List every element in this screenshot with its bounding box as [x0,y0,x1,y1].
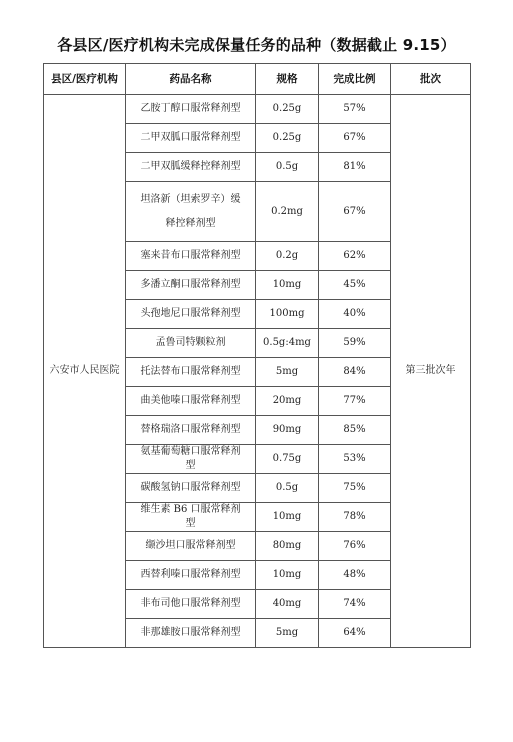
header-spec: 规格 [256,64,319,95]
page-title: 各县区/医疗机构未完成保量任务的品种（数据截止 9.15） [57,36,456,54]
spec-cell: 80mg [256,532,319,561]
completion-ratio-cell: 53% [319,445,391,474]
drug-name-cell: 曲美他嗪口服常释剂型 [126,387,256,416]
completion-ratio-cell: 81% [319,153,391,182]
header-completion-ratio: 完成比例 [319,64,391,95]
drug-name-cell: 托法替布口服常释剂型 [126,358,256,387]
drug-name-cell: 二甲双胍口服常释剂型 [126,124,256,153]
spec-cell: 0.5g [256,153,319,182]
spec-cell: 0.25g [256,124,319,153]
completion-ratio-cell: 84% [319,358,391,387]
drug-name-cell: 乙胺丁醇口服常释剂型 [126,95,256,124]
completion-ratio-cell: 77% [319,387,391,416]
header-drug-name: 药品名称 [126,64,256,95]
completion-ratio-cell: 76% [319,532,391,561]
spec-cell: 0.2g [256,242,319,271]
completion-ratio-cell: 57% [319,95,391,124]
completion-ratio-cell: 62% [319,242,391,271]
drug-name-cell: 替格瑞洛口服常释剂型 [126,416,256,445]
completion-ratio-cell: 67% [319,182,391,242]
spec-cell: 0.25g [256,95,319,124]
table-body [44,95,471,648]
drug-name-cell: 非布司他口服常释剂型 [126,590,256,619]
drug-name-cell: 氨基葡萄糖口服常释剂型 [126,445,256,474]
batch-cell: 第三批次年 [391,95,471,648]
drug-name-cell: 缬沙坦口服常释剂型 [126,532,256,561]
spec-cell: 10mg [256,271,319,300]
spec-cell: 10mg [256,561,319,590]
completion-ratio-cell: 45% [319,271,391,300]
spec-cell: 0.2mg [256,182,319,242]
completion-ratio-cell: 85% [319,416,391,445]
drug-name-cell: 西替利嗪口服常释剂型 [126,561,256,590]
spec-cell: 40mg [256,590,319,619]
completion-ratio-cell: 67% [319,124,391,153]
drug-table [43,63,471,648]
spec-cell: 5mg [256,619,319,648]
spec-cell: 0.75g [256,445,319,474]
region-cell: 六安市人民医院 [44,95,126,648]
drug-name-cell: 碳酸氢钠口服常释剂型 [126,474,256,503]
header-batch: 批次 [391,64,471,95]
completion-ratio-cell: 75% [319,474,391,503]
drug-name-cell: 多潘立酮口服常释剂型 [126,271,256,300]
completion-ratio-cell: 40% [319,300,391,329]
table-row [44,95,471,124]
completion-ratio-cell: 74% [319,590,391,619]
completion-ratio-cell: 78% [319,503,391,532]
drug-name-cell: 坦洛新（坦索罗辛）缓释控释剂型 [126,182,256,242]
header-region: 县区/医疗机构 [44,64,126,95]
completion-ratio-cell: 48% [319,561,391,590]
spec-cell: 90mg [256,416,319,445]
spec-cell: 5mg [256,358,319,387]
drug-name-cell: 塞来昔布口服常释剂型 [126,242,256,271]
spec-cell: 100mg [256,300,319,329]
spec-cell: 20mg [256,387,319,416]
spec-cell: 10mg [256,503,319,532]
drug-name-cell: 维生素 B6 口服常释剂型 [126,503,256,532]
drug-name-cell: 非那雄胺口服常释剂型 [126,619,256,648]
drug-name-cell: 头孢地尼口服常释剂型 [126,300,256,329]
spec-cell: 0.5g:4mg [256,329,319,358]
spec-cell: 0.5g [256,474,319,503]
completion-ratio-cell: 64% [319,619,391,648]
completion-ratio-cell: 59% [319,329,391,358]
table-header-row [44,64,471,95]
drug-name-cell: 孟鲁司特颗粒剂 [126,329,256,358]
drug-name-cell: 二甲双胍缓释控释剂型 [126,153,256,182]
